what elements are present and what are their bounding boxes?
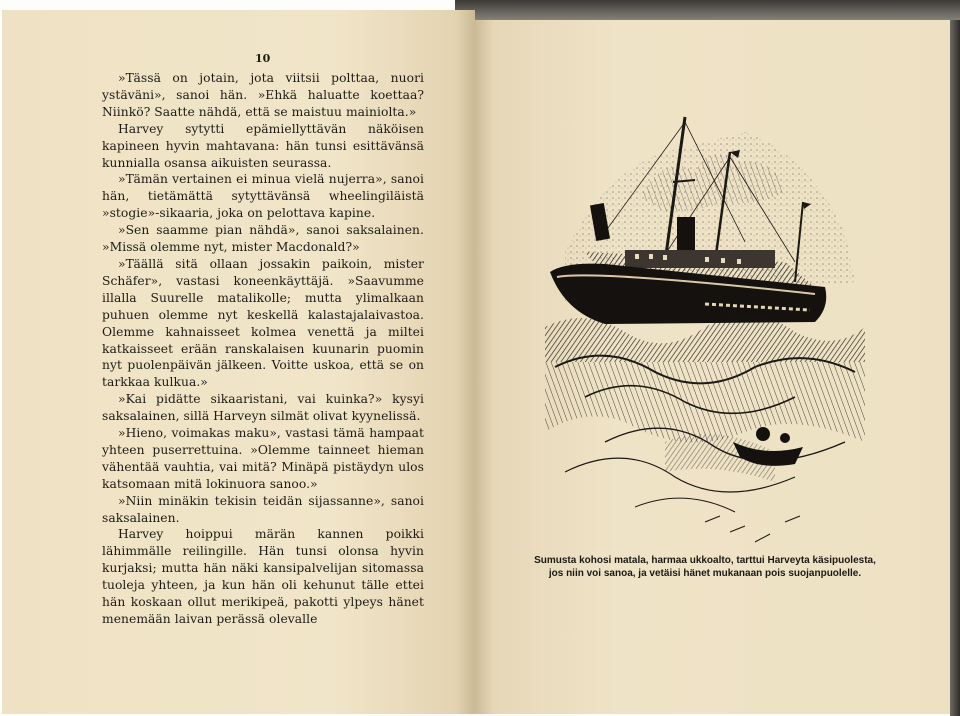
paragraph: »Sen saamme pian nähdä», sanoi saksalainen. »Missä olemme nyt, mister Macdonald?» xyxy=(102,223,424,255)
page-number: 10 xyxy=(255,52,271,65)
book-edge xyxy=(950,20,960,716)
paragraph: Harvey sytytti epämiellyttävän näköisen kapineen hyvin mahtavana: hän tunsi esittävänsä kunnialla osansa aikuisten seurassa. xyxy=(102,121,424,170)
paragraph: »Hieno, voimakas maku», vastasi tämä hampaat yhteen puserrettuina. »Olemme tainneet hieman vähentää vauhtia, vai mitä? Minäpä pistäydyn ulos katsomaan mitä lokinuora sanoo.» xyxy=(102,426,424,491)
paragraph: »Tämän vertainen ei minua vielä nujerra», sanoi hän, tietämättä sytyttävänsä wheelingiläistä »stogie»-sikaaria, joka on pelottava kapine. xyxy=(102,172,424,221)
paragraph: »Täällä sitä ollaan jossakin paikoin, mister Schäfer», vastasi koneenkäyttäjä. »Saavumme illalla Suurelle matalikolle; mutta ylimalkaan puhuen olemme nyt keskellä kalastajalaivastoa. Olemme kahnaisseet kolmea venettä ja miltei katkaisseet erään ranskalaisen kuunarin puomin nyt puolenpäivän jälkeen. Voitte uskoa, että se on tarkkaa kulkua.» xyxy=(102,256,424,390)
paragraph: »Kai pidätte sikaaristani, vai kuinka?» kysyi saksalainen, sillä Harveyn silmät olivat kyynelissä. xyxy=(102,392,424,424)
illustration-caption: Sumusta kohosi matala, harmaa ukkoalto, tarttui Harveyta käsipuolesta, jos niin voi sanoa, ja vetäisi hänet mukanaan pois suojanpuolelle. xyxy=(534,555,876,579)
paragraph: Harvey hoippui märän kannen poikki lähimmälle reilingille. Hän tunsi olonsa hyvin kurjaksi; mutta hän näki kansipalvelijan sitomassa tuoleja yhteen, ja kun hän oli kehunut tälle ettei hän koskaan ollut merikipeä, pakotti ylpeys hänet menemään laivan perässä olevalle xyxy=(102,527,424,626)
ship-illustration xyxy=(545,112,865,552)
body-text xyxy=(102,70,424,628)
paragraph: »Tässä on jotain, jota viitsii polttaa, nuori ystäväni», sanoi hän. »Ehkä haluatte koettaa? Niinkö? Saatte nähdä, että se maistuu mainiolta.» xyxy=(102,71,424,119)
paragraph: »Niin minäkin tekisin teidän sijassanne», sanoi saksalainen. xyxy=(102,493,424,525)
scanner-shadow xyxy=(455,0,960,22)
